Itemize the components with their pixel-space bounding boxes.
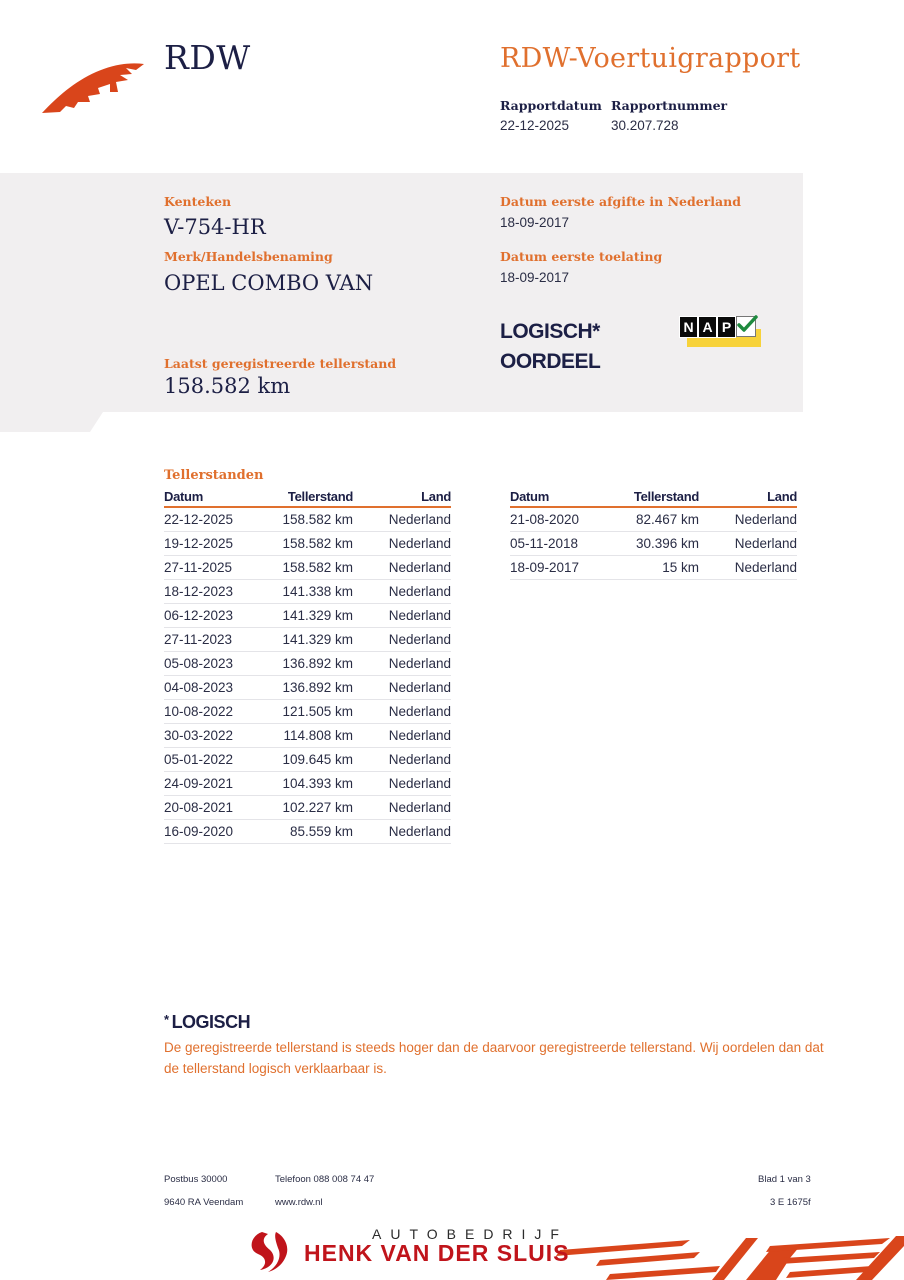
reading-odometer: 136.892 km: [264, 652, 353, 676]
reading-odometer: 82.467 km: [610, 507, 699, 532]
plate-label: Kenteken: [164, 194, 232, 209]
reading-odometer: 85.559 km: [264, 820, 353, 844]
footer-website-link[interactable]: www.rdw.nl: [275, 1197, 323, 1208]
reading-odometer: 158.582 km: [264, 507, 353, 532]
reading-country: Nederland: [353, 820, 451, 844]
reading-date: 10-08-2022: [164, 700, 264, 724]
reading-country: Nederland: [353, 748, 451, 772]
reading-odometer: 30.396 km: [610, 532, 699, 556]
odometer-label: Laatst geregistreerde tellerstand: [164, 356, 397, 371]
plate-value: V-754-HR: [164, 215, 266, 239]
first-issue-nl-value: 18-09-2017: [500, 215, 570, 230]
reading-odometer: 136.892 km: [264, 676, 353, 700]
reading-country: Nederland: [353, 772, 451, 796]
reading-odometer: 141.329 km: [264, 604, 353, 628]
vehicle-summary-panel: [0, 173, 803, 432]
reading-odometer: 158.582 km: [264, 532, 353, 556]
dealer-name: HENK VAN DER SLUIS: [304, 1240, 570, 1266]
reading-country: Nederland: [699, 532, 797, 556]
reading-date: 27-11-2023: [164, 628, 264, 652]
verdict-line-2: OORDEEL: [500, 350, 601, 373]
column-header-odometer: Tellerstand: [264, 488, 353, 507]
readings-table-right: [510, 488, 797, 580]
reading-date: 18-12-2023: [164, 580, 264, 604]
reading-date: 21-08-2020: [510, 507, 610, 532]
reading-country: Nederland: [353, 604, 451, 628]
report-date-label: Rapportdatum: [500, 98, 602, 113]
column-header-odometer: Tellerstand: [610, 488, 699, 507]
table-row: [164, 724, 451, 748]
footer-page-number: Blad 1 van 3: [758, 1174, 811, 1185]
table-row: [164, 628, 451, 652]
report-date: 22-12-2025: [500, 118, 570, 133]
nap-letter-a: A: [698, 316, 717, 338]
nap-checkmark-icon: [736, 316, 756, 337]
make-label: Merk/Handelsbenaming: [164, 249, 333, 264]
reading-odometer: 121.505 km: [264, 700, 353, 724]
reading-date: 06-12-2023: [164, 604, 264, 628]
reading-date: 18-09-2017: [510, 556, 610, 580]
column-header-date: Datum: [164, 488, 264, 507]
reading-date: 24-09-2021: [164, 772, 264, 796]
table-row: [164, 556, 451, 580]
reading-country: Nederland: [353, 796, 451, 820]
table-row: [164, 700, 451, 724]
nap-letter-n: N: [679, 316, 698, 338]
report-number-label: Rapportnummer: [611, 98, 728, 113]
reading-odometer: 104.393 km: [264, 772, 353, 796]
reading-country: Nederland: [353, 580, 451, 604]
first-admission-value: 18-09-2017: [500, 270, 570, 285]
first-admission-label: Datum eerste toelating: [500, 249, 663, 264]
footnote-star: *: [164, 1012, 169, 1027]
table-row: [164, 532, 451, 556]
footer-phone: Telefoon 088 008 74 47: [275, 1174, 375, 1185]
dealer-tagline: AUTOBEDRIJF: [372, 1226, 568, 1242]
table-row: [164, 676, 451, 700]
footnote-text: De geregistreerde tellerstand is steeds hoger dan de daarvoor geregistreerde tellerstand. Wij oordelen dan dat de tellerstand logisch verklaarbaar is.: [164, 1040, 824, 1076]
readings-table-left: [164, 488, 451, 844]
report-title: RDW-Voertuigrapport: [500, 43, 801, 74]
reading-date: 19-12-2025: [164, 532, 264, 556]
footer-code: 3 E 1675f: [770, 1197, 811, 1208]
reading-country: Nederland: [353, 676, 451, 700]
reading-country: Nederland: [353, 652, 451, 676]
reading-country: Nederland: [353, 724, 451, 748]
reading-date: 05-08-2023: [164, 652, 264, 676]
footer-postbus: Postbus 30000: [164, 1174, 228, 1185]
reading-country: Nederland: [699, 507, 797, 532]
table-row: [164, 507, 451, 532]
table-row: [164, 748, 451, 772]
reading-odometer: 141.338 km: [264, 580, 353, 604]
table-row: [164, 796, 451, 820]
reading-date: 05-01-2022: [164, 748, 264, 772]
table-row: [164, 652, 451, 676]
footnote-title-text: LOGISCH: [171, 1012, 251, 1032]
column-header-country: Land: [699, 488, 797, 507]
reading-country: Nederland: [353, 556, 451, 580]
odometer-value: 158.582 km: [164, 374, 291, 398]
reading-odometer: 102.227 km: [264, 796, 353, 820]
footer-city: 9640 RA Veendam: [164, 1197, 244, 1208]
reading-date: 30-03-2022: [164, 724, 264, 748]
reading-date: 22-12-2025: [164, 507, 264, 532]
table-row: [510, 507, 797, 532]
reading-country: Nederland: [353, 507, 451, 532]
report-number: 30.207.728: [611, 118, 679, 133]
reading-odometer: 109.645 km: [264, 748, 353, 772]
reading-date: 27-11-2025: [164, 556, 264, 580]
brand-name: RDW: [164, 38, 251, 77]
table-row: [510, 556, 797, 580]
nap-logo-icon: [679, 316, 761, 348]
make-value: OPEL COMBO VAN: [164, 271, 374, 295]
first-issue-nl-label: Datum eerste afgifte in Nederland: [500, 194, 741, 209]
reading-date: 20-08-2021: [164, 796, 264, 820]
table-row: [164, 820, 451, 844]
column-header-country: Land: [353, 488, 451, 507]
reading-date: 04-08-2023: [164, 676, 264, 700]
readings-title: Tellerstanden: [164, 468, 264, 483]
reading-odometer: 158.582 km: [264, 556, 353, 580]
verdict-line-1: LOGISCH*: [500, 320, 600, 343]
reading-date: 05-11-2018: [510, 532, 610, 556]
dealer-s-emblem-icon: [252, 1232, 288, 1272]
reading-country: Nederland: [699, 556, 797, 580]
table-row: [164, 580, 451, 604]
nap-letter-p: P: [717, 316, 736, 338]
reading-country: Nederland: [353, 532, 451, 556]
rdw-feather-logo-icon: [40, 58, 148, 114]
column-header-date: Datum: [510, 488, 610, 507]
reading-country: Nederland: [353, 700, 451, 724]
reading-odometer: 114.808 km: [264, 724, 353, 748]
table-row: [164, 772, 451, 796]
reading-date: 16-09-2020: [164, 820, 264, 844]
table-row: [164, 604, 451, 628]
reading-odometer: 15 km: [610, 556, 699, 580]
reading-country: Nederland: [353, 628, 451, 652]
reading-odometer: 141.329 km: [264, 628, 353, 652]
footnote-title: [164, 1012, 250, 1033]
table-row: [510, 532, 797, 556]
